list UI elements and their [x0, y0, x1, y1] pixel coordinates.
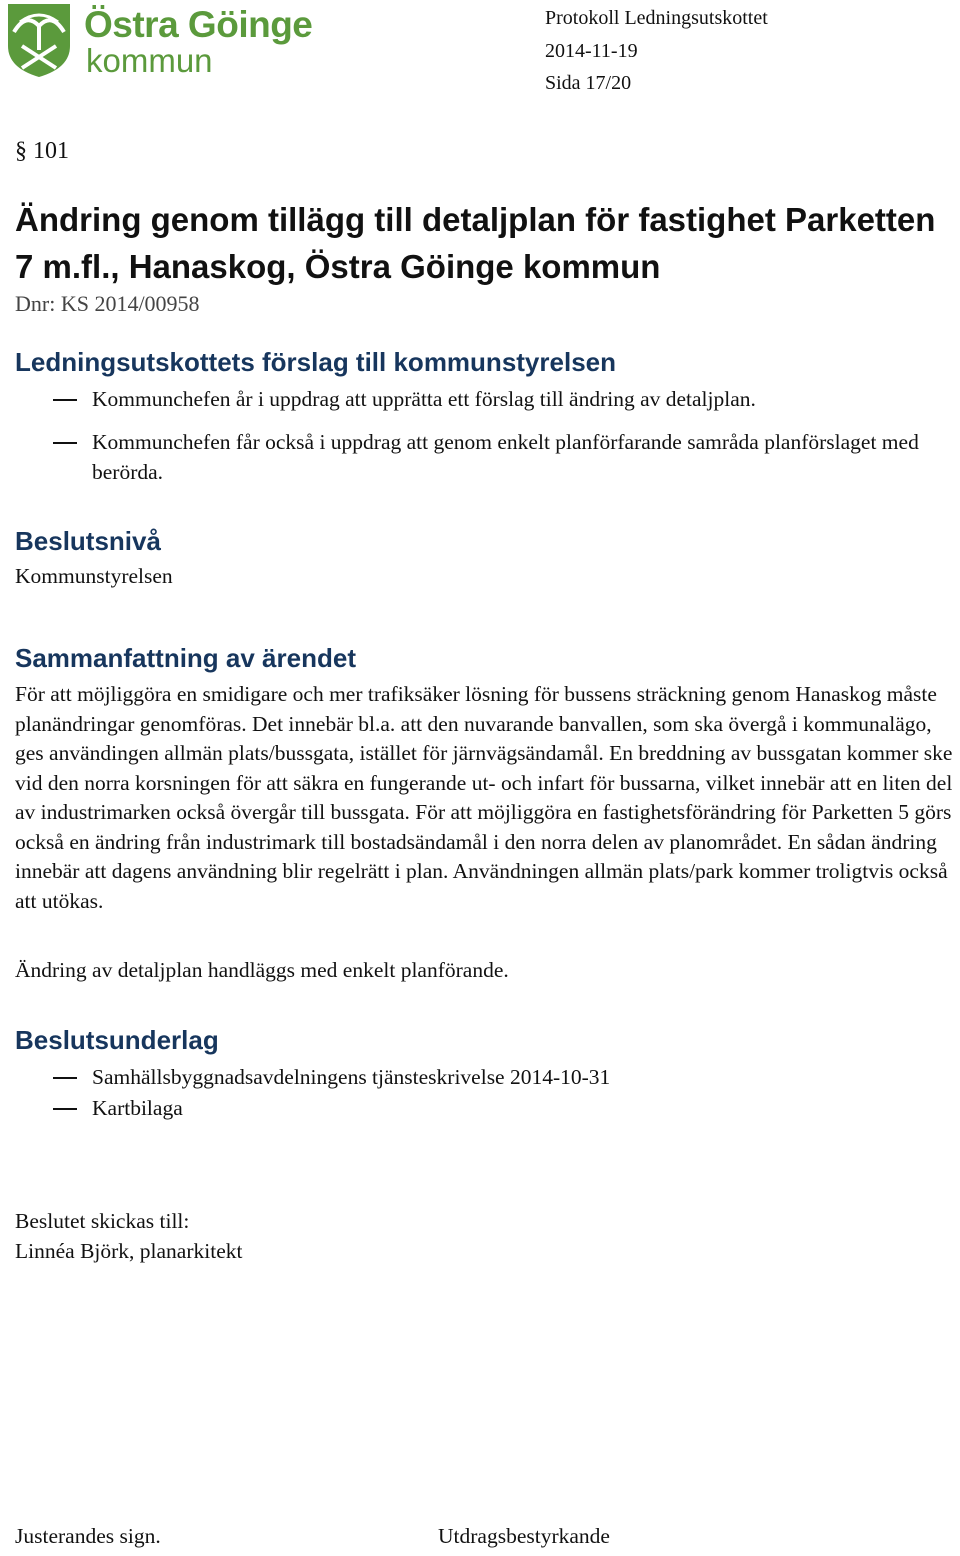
basis-item — [15, 1063, 955, 1093]
proposal-item-text: Kommunchefen får också i uppdrag att genom enkelt planförfarande samråda planförslaget med berörda. — [92, 430, 919, 484]
dash-bullet-icon — [53, 442, 77, 444]
document-date: 2014-11-19 — [545, 39, 638, 62]
sent-to-label: Beslutet skickas till: — [15, 1209, 190, 1233]
decision-level-text: Kommunstyrelsen — [15, 564, 173, 588]
proposal-item — [15, 385, 955, 415]
logo-subtext: kommun — [86, 42, 213, 79]
summary-heading: Sammanfattning av ärendet — [15, 643, 356, 673]
paragraph-number: § 101 — [15, 138, 69, 164]
footer-certification-label: Utdragsbestyrkande — [438, 1524, 610, 1548]
proposal-heading: Ledningsutskottets förslag till kommunstyrelsen — [15, 347, 616, 377]
decision-level-heading: Beslutsnivå — [15, 526, 161, 556]
summary-paragraph: Ändring av detaljplan handläggs med enkelt planförande. — [15, 958, 509, 982]
sent-to-recipient: Linnéa Björk, planarkitekt — [15, 1239, 243, 1263]
document-header — [545, 2, 768, 100]
basis-item-text: Samhällsbyggnadsavdelningens tjänsteskrivelse 2014-10-31 — [92, 1065, 611, 1089]
proposal-item — [15, 428, 955, 487]
footer-signature-label: Justerandes sign. — [15, 1524, 161, 1548]
basis-heading: Beslutsunderlag — [15, 1025, 219, 1055]
page-number: Sida 17/20 — [545, 72, 632, 94]
basis-item — [15, 1094, 955, 1124]
basis-item-text: Kartbilaga — [92, 1096, 183, 1120]
dash-bullet-icon — [53, 399, 77, 401]
municipality-emblem-icon — [6, 2, 72, 78]
municipality-logo — [6, 2, 313, 80]
case-number: Dnr: KS 2014/00958 — [15, 291, 200, 316]
summary-paragraph: För att möjliggöra en smidigare och mer trafiksäker lösning för bussens sträckning genom Hanaskog måste planändringar genomföras. Det innebär bl.a. att den nuvarande banvallen, som ska övergå i kommunalägo, ges användingen allmän plats/bussgata, istället för järnvägsändamål. En breddning av bussgatan kommer ske vid den norra korsningen för att säkra en fungerande ut- och infart för bussarna, vilket innebär att en liten del av industrimarken också övergår till bussgata. För att möjliggöra en fastighetsförändring för Parketten 5 görs också en ändring från industrimark till bostadsändamål i den norra delen av planområdet. En sådan ändring innebär att dagens användning blir regelrätt i plan. Användningen allmän plats/park kommer troligtvis också att utökas. — [15, 682, 953, 913]
logo-name: Östra Göinge — [84, 4, 313, 45]
document-title: Protokoll Ledningsutskottet — [545, 7, 768, 29]
proposal-item-text: Kommunchefen år i uppdrag att upprätta ett förslag till ändring av detaljplan. — [92, 387, 756, 411]
dash-bullet-icon — [53, 1108, 77, 1110]
page-title: Ändring genom tillägg till detaljplan för fastighet Parketten 7 m.fl., Hanaskog, Östra Göinge kommun — [15, 201, 936, 285]
dash-bullet-icon — [53, 1077, 77, 1079]
